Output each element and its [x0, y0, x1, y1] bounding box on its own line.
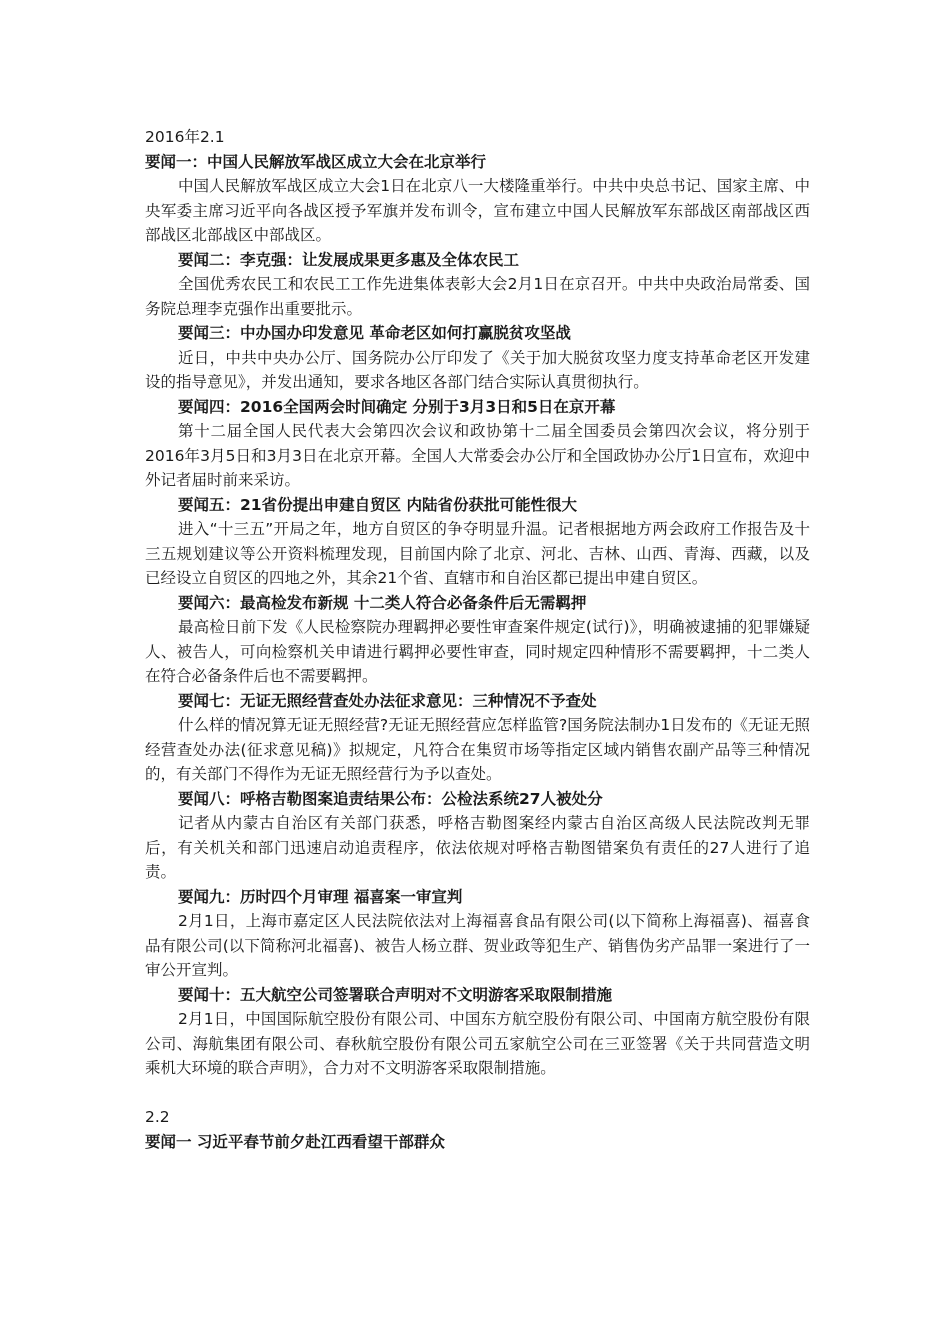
news-title: 要闻一 习近平春节前夕赴江西看望干部群众: [145, 1132, 445, 1151]
news-body: 中国人民解放军战区成立大会1日在北京八一大楼隆重举行。中共中央总书记、国家主席、中央军委主席习近平向各战区授予军旗并发布训令，宣布建立中国人民解放军东部战区南部战区西部战区北部战区中部战区。: [145, 177, 810, 244]
news-title: 要闻八：呼格吉勒图案追责结果公布：公检法系统27人被处分: [178, 789, 603, 808]
date-heading: 2.2: [145, 1108, 170, 1126]
news-title: 要闻四：2016全国两会时间确定 分别于3月3日和5日在京开幕: [178, 397, 616, 416]
news-body: 什么样的情况算无证无照经营?无证无照经营应怎样监管?国务院法制办1日发布的《无证无照经营查处办法(征求意见稿)》拟规定，凡符合在集贸市场等指定区域内销售农副产品等三种情况的，有关部门不得作为无证无照经营行为予以查处。: [145, 716, 810, 783]
date-heading: 2016年2.1: [145, 128, 225, 146]
news-body: 记者从内蒙古自治区有关部门获悉，呼格吉勒图案经内蒙古自治区高级人民法院改判无罪后，有关机关和部门迅速启动追责程序，依法依规对呼格吉勒图错案负有责任的27人进行了追责。: [145, 814, 810, 881]
news-title: 要闻六：最高检发布新规 十二类人符合必备条件后无需羁押: [178, 593, 587, 612]
news-body: 全国优秀农民工和农民工工作先进集体表彰大会2月1日在京召开。中共中央政治局常委、国务院总理李克强作出重要批示。: [145, 275, 810, 318]
news-body: 2月1日，中国国际航空股份有限公司、中国东方航空股份有限公司、中国南方航空股份有限公司、海航集团有限公司、春秋航空股份有限公司五家航空公司在三亚签署《关于共同营造文明乘机大环境的联合声明》，合力对不文明游客采取限制措施。: [145, 1010, 810, 1077]
news-title: 要闻七：无证无照经营查处办法征求意见：三种情况不予查处: [178, 691, 597, 710]
news-body: 最高检日前下发《人民检察院办理羁押必要性审查案件规定(试行)》，明确被逮捕的犯罪嫌疑人、被告人，可向检察机关申请进行羁押必要性审查，同时规定四种情形不需要羁押，十二类人在符合必备条件后也不需要羁押。: [145, 618, 810, 685]
news-body: 近日，中共中央办公厅、国务院办公厅印发了《关于加大脱贫攻坚力度支持革命老区开发建设的指导意见》，并发出通知，要求各地区各部门结合实际认真贯彻执行。: [145, 348, 810, 391]
news-body: 2月1日，上海市嘉定区人民法院依法对上海福喜食品有限公司(以下简称上海福喜)、福喜食品有限公司(以下简称河北福喜)、被告人杨立群、贺业政等犯生产、销售伪劣产品罪一案进行了一审公开宣判。: [145, 912, 810, 979]
news-title: 要闻二：李克强：让发展成果更多惠及全体农民工: [178, 250, 520, 269]
news-title: 要闻一：中国人民解放军战区成立大会在北京举行: [145, 152, 487, 171]
news-body: 进入“十三五”开局之年，地方自贸区的争夺明显升温。记者根据地方两会政府工作报告及十三五规划建议等公开资料梳理发现，目前国内除了北京、河北、吉林、山西、青海、西藏，以及已经设立自贸区的四地之外，其余21个省、直辖市和自治区都已提出申建自贸区。: [145, 520, 810, 587]
news-title: 要闻九：历时四个月审理 福喜案一审宣判: [178, 887, 463, 906]
news-body: 第十二届全国人民代表大会第四次会议和政协第十二届全国委员会第四次会议，将分别于2016年3月5日和3月3日在北京开幕。全国人大常委会办公厅和全国政协办公厅1日宣布，欢迎中外记者届时前来采访。: [145, 422, 810, 489]
section-spacer: [145, 1081, 810, 1106]
news-title: 要闻三：中办国办印发意见 革命老区如何打赢脱贫攻坚战: [178, 324, 571, 342]
document-page: [145, 125, 810, 1154]
news-title: 要闻十：五大航空公司签署联合声明对不文明游客采取限制措施: [178, 985, 613, 1004]
news-title: 要闻五：21省份提出申建自贸区 内陆省份获批可能性很大: [178, 495, 577, 514]
